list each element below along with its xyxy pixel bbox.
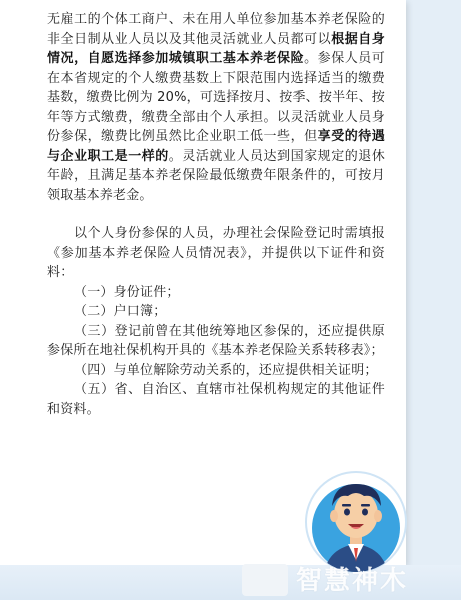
brand-logo-text: 智慧神木 bbox=[296, 566, 409, 596]
brand-logo-icon bbox=[242, 564, 288, 596]
document-body bbox=[47, 10, 385, 419]
paragraph-1-part-1: 无雇工的个体工商户、未在用人单位参加基本养老保险的非全日制从业人员以及其他灵活就业人员都可以 bbox=[47, 12, 385, 47]
paragraph-1-bold-2: 享受的待遇与企业职工是一样的 bbox=[47, 129, 385, 164]
list-item-2: （二）户口簿； bbox=[74, 304, 167, 319]
paragraph-1 bbox=[47, 10, 385, 205]
paragraph-1-part-2: 。参保人员可在本省规定的个人缴费基数上下限范围内选择适当的缴费基数，缴费比例为 20%，可选择按月、按季、按半年、按年等方式缴费，缴费全部由个人承担。以灵活就业人员身份参保，缴费比例虽然比企业职工低一些，但 bbox=[47, 51, 385, 144]
paragraph-1-bold-1: 根据自身情况，自愿选择参加城镇职工基本养老保险 bbox=[47, 31, 385, 66]
list-item-3: （三）登记前曾在其他统筹地区参保的，还应提供原参保所在地社保机构开具的《基本养老保险关系转移表》； bbox=[47, 323, 385, 358]
list-item-4: （四）与单位解除劳动关系的，还应提供相关证明； bbox=[74, 362, 378, 378]
list-item-5: （五）省、自治区、直辖市社保机构规定的其他证件和资料。 bbox=[47, 382, 385, 417]
list-item-1: （一）身份证件； bbox=[74, 284, 180, 300]
paragraph-1-part-3: 。灵活就业人员达到国家规定的退休年龄，且满足基本养老保险最低缴费年限条件的，可按月领取基本养老金。 bbox=[47, 148, 385, 203]
avatar-icon bbox=[304, 470, 408, 574]
paragraph-2: 以个人身份参保的人员，办理社会保险登记时需填报《参加基本养老保险人员情况表》，并提供以下证件和资料： bbox=[47, 226, 385, 280]
